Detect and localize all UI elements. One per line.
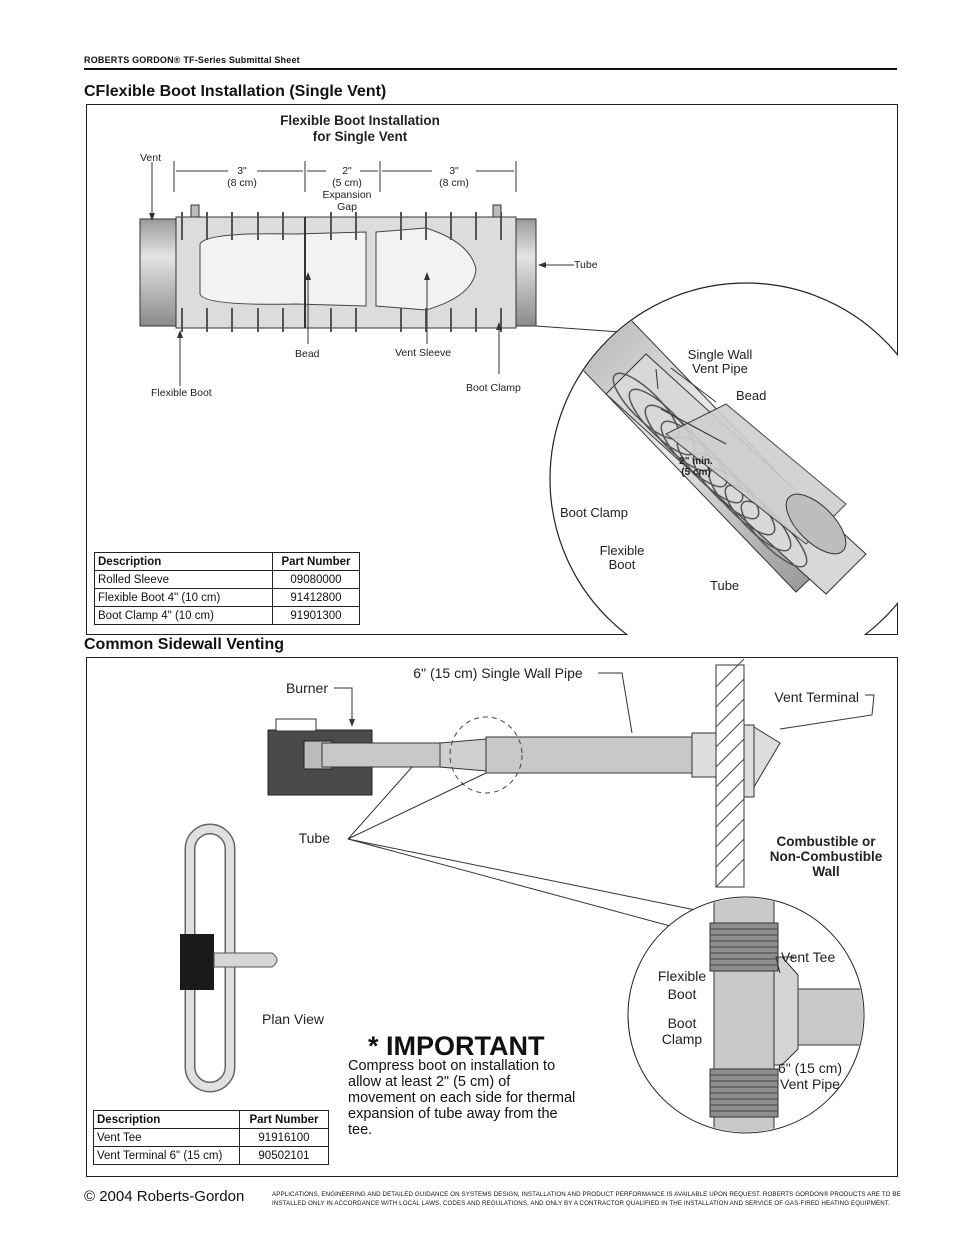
wall [716, 659, 744, 887]
section2-title: Common Sidewall Venting [84, 636, 285, 653]
section1-parts-table: Description Part Number Rolled Sleeve 09080000 Flexible Boot 4" (10 cm) 91412800 Boot Clamp 4" (10 cm) 91901300 [94, 552, 360, 625]
svg-text:Combustible or: Combustible or [776, 834, 876, 849]
label-tube: Tube [298, 830, 330, 846]
svg-text:Tube: Tube [710, 578, 740, 593]
important-heading: * IMPORTANT [368, 1031, 545, 1061]
svg-text:6" (15 cm): 6" (15 cm) [777, 1060, 843, 1076]
footer-fine-print: APPLICATIONS, ENGINEERING AND DETAILED GUIDANCE ON SYSTEMS DESIGN, INSTALLATION AND PRODUCT PERFORMANCE IS AVAILABLE UPON REQUEST. ROBERTS GORDON® PRODUCTS ARE TO BE INSTALLED ONLY IN ACCORDANCE WITH LOCAL LAWS, CODES AND REGULATIONS, AND ONLY BY A CONTRACTOR QUALIFIED IN THE INSTALLATION AND SERVICE OF GAS-FIRED HEATING EQUIPMENT. [272, 1191, 901, 1207]
section1-title: CFlexible Boot Installation (Single Vent) [84, 83, 387, 100]
svg-text:Boot: Boot [667, 986, 697, 1002]
table-row: Vent Terminal 6" (15 cm) 90502101 [94, 1147, 329, 1165]
svg-text:(5 cm): (5 cm) [332, 177, 362, 189]
svg-text:Flexible: Flexible [599, 543, 645, 558]
detail-circle [550, 283, 898, 635]
label-tube: Tube [574, 259, 598, 271]
header-rule [84, 68, 897, 70]
table-row: Flexible Boot 4" (10 cm) 91412800 [95, 589, 360, 607]
single-wall-pipe [486, 737, 692, 773]
svg-text:Boot: Boot [667, 1015, 697, 1031]
table-row: Vent Tee 91916100 [94, 1129, 329, 1147]
svg-text:Vent Pipe: Vent Pipe [692, 361, 748, 376]
svg-text:(8 cm): (8 cm) [439, 177, 469, 189]
label-bead: Bead [295, 348, 320, 360]
svg-text:Flexible: Flexible [657, 968, 707, 984]
page-header: ROBERTS GORDON® TF-Series Submittal Sheet [84, 55, 300, 65]
svg-text:(8 cm): (8 cm) [227, 177, 257, 189]
vent-pipe-assembly [140, 205, 536, 332]
svg-text:3": 3" [237, 165, 247, 177]
label-flexible-boot: Flexible Boot [151, 387, 212, 399]
label-vent-terminal: Vent Terminal [774, 689, 859, 705]
svg-text:3": 3" [449, 165, 459, 177]
svg-text:Single Wall: Single Wall [687, 347, 753, 362]
diagram-title-1: Flexible Boot Installation [280, 113, 440, 128]
label-plan-view: Plan View [262, 1011, 325, 1027]
svg-text:2": 2" [342, 165, 352, 177]
svg-text:(5 cm): (5 cm) [681, 467, 711, 478]
diagram-title-2: for Single Vent [312, 129, 408, 144]
table-row: Rolled Sleeve 09080000 [95, 571, 360, 589]
table-row: Boot Clamp 4" (10 cm) 91901300 [95, 607, 360, 625]
svg-text:Expansion: Expansion [322, 189, 372, 201]
svg-text:Wall: Wall [812, 864, 840, 879]
svg-text:2" min.: 2" min. [679, 456, 713, 467]
footer-copyright: © 2004 Roberts-Gordon [84, 1188, 245, 1205]
label-single-wall-pipe: 6" (15 cm) Single Wall Pipe [413, 665, 583, 681]
tee-detail-circle [628, 887, 888, 1137]
vent-terminal [754, 727, 780, 787]
svg-text:Vent Pipe: Vent Pipe [780, 1076, 840, 1092]
svg-text:Bead: Bead [736, 388, 767, 403]
svg-text:Non-Combustible: Non-Combustible [769, 849, 883, 864]
important-note: Compress boot on installation to allow at least 2" (5 cm) of movement on each side for thermal expansion of tube away from the tee. [348, 1058, 576, 1138]
plan-view [180, 829, 277, 1087]
label-vent: Vent [140, 152, 162, 164]
svg-text:Clamp: Clamp [661, 1031, 703, 1047]
label-boot-clamp: Boot Clamp [466, 382, 521, 394]
svg-text:Gap: Gap [337, 201, 357, 213]
label-burner: Burner [285, 680, 328, 696]
svg-text:Vent Tee: Vent Tee [781, 949, 836, 965]
section2-parts-table: Description Part Number Vent Tee 91916100 Vent Terminal 6" (15 cm) 90502101 [93, 1110, 329, 1165]
label-vent-sleeve: Vent Sleeve [395, 347, 452, 359]
tube [322, 743, 440, 767]
svg-text:Boot: Boot [608, 557, 636, 572]
svg-text:Boot Clamp: Boot Clamp [560, 505, 628, 520]
